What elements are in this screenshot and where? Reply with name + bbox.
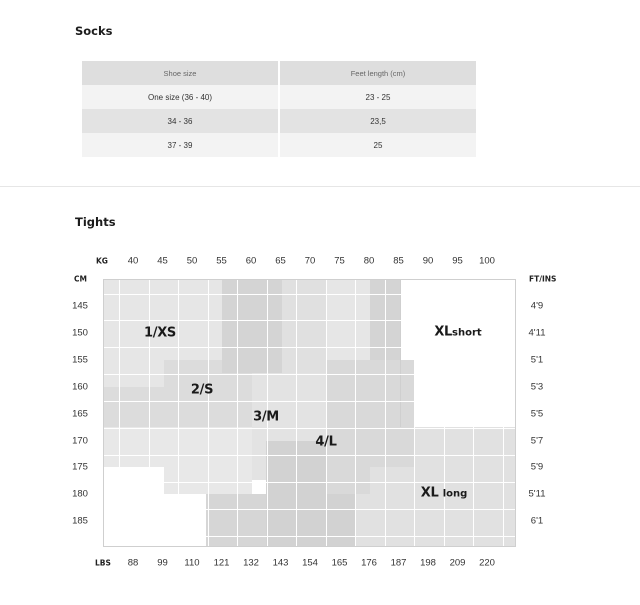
cm-tick-label: 165	[72, 408, 88, 420]
kg-tick-label: 50	[186, 255, 198, 267]
socks-size-table	[80, 61, 478, 157]
ftins-tick-label: 5'11	[528, 488, 546, 500]
table-cell: 23,5	[280, 109, 476, 133]
lbs-tick-label: 121	[213, 557, 230, 569]
grid-line-horizontal	[104, 347, 516, 348]
cm-tick-label: 170	[72, 435, 88, 446]
kg-tick-label: 80	[363, 255, 375, 267]
cm-tick-label: 160	[72, 381, 88, 393]
kg-tick-label: 45	[157, 255, 168, 267]
cm-axis-title: CM	[74, 274, 87, 284]
grid-line-horizontal	[104, 294, 516, 295]
lbs-tick-label: 165	[331, 557, 348, 569]
socks-title: Socks	[75, 24, 113, 38]
kg-tick-label: 60	[245, 255, 257, 267]
size-region-2-s	[104, 427, 164, 467]
size-label-2-s: 2/S	[190, 382, 214, 398]
grid-line-horizontal	[104, 320, 516, 321]
lbs-tick-label: 187	[390, 557, 407, 569]
size-region-4-l	[327, 494, 355, 547]
kg-axis-title: KG	[96, 256, 108, 266]
table-row	[82, 85, 476, 109]
cm-tick-label: 175	[72, 461, 88, 473]
lbs-axis-title: LBS	[95, 558, 111, 568]
lbs-tick-label: 143	[272, 557, 289, 569]
lbs-tick-label: 209	[449, 557, 466, 569]
socks-table-header-row	[82, 61, 476, 85]
lbs-tick-label: 132	[243, 557, 259, 569]
table-cell: 23 - 25	[280, 85, 476, 109]
ftins-axis-title: FT/INS	[529, 274, 557, 284]
kg-tick-label: 85	[393, 255, 404, 267]
ftins-tick-label: 5'7	[530, 435, 544, 446]
ftins-tick-label: 4'9	[530, 300, 544, 312]
lbs-tick-label: 110	[184, 557, 200, 569]
size-region-xl-short	[415, 360, 516, 427]
kg-tick-label: 100	[479, 255, 495, 267]
size-region-xl-long	[370, 467, 415, 494]
table-row	[82, 133, 476, 157]
cm-tick-label: 155	[72, 354, 88, 366]
grid-line-horizontal	[104, 536, 516, 537]
table-cell: 37 - 39	[82, 133, 278, 157]
cm-tick-label: 150	[72, 327, 88, 339]
header-feet-length: Feet length (cm)	[280, 61, 476, 85]
lbs-tick-label: 176	[361, 557, 377, 569]
ftins-tick-label: 6'1	[530, 515, 544, 527]
ftins-tick-label: 5'3	[530, 381, 544, 393]
cm-tick-label: 180	[72, 488, 88, 500]
size-label-xl-short: XLshort	[434, 324, 482, 340]
kg-tick-label: 55	[216, 255, 227, 267]
kg-tick-label: 75	[334, 255, 345, 267]
size-label-3-m: 3/M	[253, 409, 279, 425]
size-region-blank	[400, 280, 401, 427]
table-cell: 25	[280, 133, 476, 157]
ftins-tick-label: 5'9	[530, 461, 544, 473]
header-shoe-size: Shoe size	[82, 61, 278, 85]
ftins-tick-label: 5'5	[530, 408, 544, 420]
tights-size-chart	[103, 279, 516, 547]
grid-line-horizontal	[104, 401, 516, 402]
size-region-blank	[164, 494, 206, 547]
kg-tick-label: 95	[452, 255, 463, 267]
kg-tick-label: 40	[127, 255, 139, 267]
grid-line-horizontal	[104, 428, 516, 429]
table-cell: 34 - 36	[82, 109, 278, 133]
lbs-tick-label: 220	[479, 557, 495, 569]
grid-line-horizontal	[104, 374, 516, 375]
grid-line-horizontal	[104, 509, 516, 510]
cm-tick-label: 145	[72, 300, 88, 312]
table-cell: One size (36 - 40)	[82, 85, 278, 109]
lbs-tick-label: 198	[420, 557, 436, 569]
kg-tick-label: 90	[422, 255, 434, 267]
lbs-tick-label: 154	[302, 557, 318, 569]
section-divider	[0, 186, 640, 187]
kg-tick-label: 65	[275, 255, 286, 267]
kg-tick-label: 70	[304, 255, 316, 267]
grid-line-horizontal	[104, 482, 516, 483]
size-label-1-xs: 1/XS	[144, 325, 176, 341]
grid-line-horizontal	[104, 455, 516, 456]
size-region-3-m	[206, 494, 266, 547]
lbs-tick-label: 99	[157, 557, 168, 569]
size-region-blank	[104, 467, 164, 547]
table-row	[82, 109, 476, 133]
size-label-xl-long: XL long	[420, 485, 468, 501]
cm-tick-label: 185	[72, 515, 88, 527]
lbs-tick-label: 88	[127, 557, 139, 569]
size-label-4-l: 4/L	[315, 434, 337, 450]
ftins-tick-label: 5'1	[530, 354, 544, 366]
tights-title: Tights	[75, 215, 116, 229]
ftins-tick-label: 4'11	[528, 327, 546, 339]
